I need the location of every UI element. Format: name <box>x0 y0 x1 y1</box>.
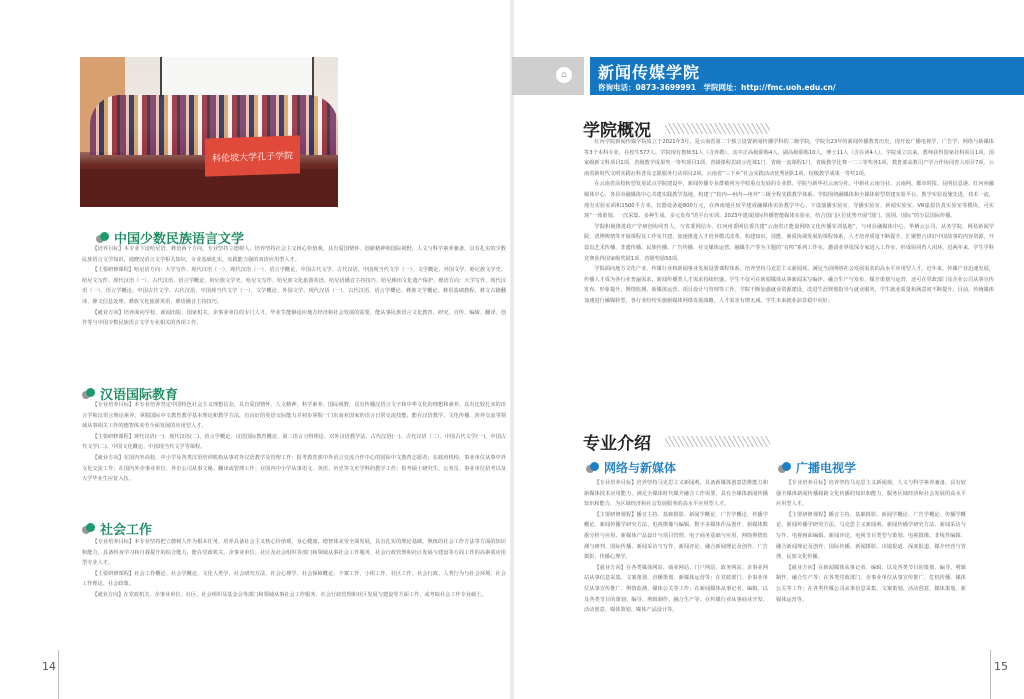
section-body-chinese-international-education <box>82 400 506 485</box>
college-logo-icon: ⌂ <box>556 67 572 83</box>
paragraph: 在云南省高校转型发展试点学院建设中，新闻传播专业群被列为学校重点发展的专业群。学院与新华社云南分社、中新社云南分社、云南网、都市时报、昆明信息港、红河州融媒体中心、各县市融媒体中心共建实践教学基地，构建了“校内—州内—州外”三级全程实践教学体系。学院围绕融媒体和全媒体转型搭建实验平台，教学实验设施先进，技术一流，现有实验室面积1500平方米，仪器设备超800万元，在西南地区较早建成融媒体实验教学中心，下设演播实验室、导播实验室、新闻实验室、VR虚拟仿真实验室等模块，可实现“一体策划、一次采集、多种生成、多元发布”的平台实训。2023年建成国际传播智能媒体实验室，结合国门区位优势开展“国门、国别、国际”的分层国际传播。 <box>584 181 995 220</box>
major-title: 网络与新媒体 <box>604 461 677 475</box>
paragraph: 【就业方向】在新闻媒体从事记者、编辑，以及各类节目的策划、编导、剪辑制作、融合生产等；在各类党政部门、企事业单位从事宣传推广、危机传播、媒体公关等工作；在各类传媒公司从事信息采集、文案策划、活动创意、媒体策划、新媒体运营等。 <box>776 564 966 603</box>
bullet-dots-icon <box>586 462 598 474</box>
bullet-dots-icon <box>96 232 108 244</box>
page-number-right: 15 <box>994 660 1008 673</box>
section-heading-social-work <box>82 519 152 538</box>
section-title: 汉语国际教育 <box>100 388 179 403</box>
header-logo-block <box>512 57 584 95</box>
page-number-left: 14 <box>42 660 56 673</box>
overview-title: 学院概况 <box>583 121 651 141</box>
major-body-network-new-media <box>584 478 768 616</box>
paragraph: 【专业培养目标】培养坚持马克思主义新闻观，具备新媒体创意思维能力和新媒体技术应用能力，满足全媒体时代媒介融合工作需要，具有全媒体新闻传播知识和能力，为区域经济和社会发展服务的高水平应用型人才。 <box>584 480 768 508</box>
bullet-dots-icon <box>82 523 94 535</box>
paragraph: 【就业方向】在国内外高校、中小学及各类汉语培训机构从事对外汉语教学及管理工作；报考教育部中外语言交流合作中心的国际中文教育志愿者；在政府机构、事业单位从事中外文化交流工作；在国内外企事业单位、外企公司从事文秘、翻译或管理工作；在国内中小学从事语文、英语、历史等文史学科的教学工作；报考硕士研究生、公务员、事业单位招考以及大学毕业生应征入伍。 <box>82 454 506 483</box>
college-contact: 咨询电话：0873-3699991 学院网址：http://fmc.uoh.edu.cn/ <box>598 83 836 92</box>
photo-banner: 科伦坡大学孔子学院 <box>205 135 300 176</box>
majors-heading <box>583 429 770 454</box>
college-title: 新闻传媒学院 <box>598 63 701 82</box>
paragraph: 红河学院新闻传媒学院成立于2021年3月，是云南省第二个独立设置新闻传播学科的二级学院。学院有23年的新闻传播教育历史，现开设广播电视学、广告学、网络与新媒体等3个本科专业，在校生577人。学院现有教师31人（含外聘），其中正高级职称4人，副高级职称10人，博士11人（含在读4人）。学院成立以来，教师获得国家社科项目1项、国家级新文科项目1项、省级教学成果奖一等奖项目1项、省级课程思政示范课1门、省级一流课程1门、省级教学比赛一二三等奖各1项、教育部高教司产学合作协同育人项目7项、云南省新时代文明实践社科普及志愿服务行动项目2项、云南省“三下乡”社会实践活动优秀团队1项、校级教学成果一等奖1项。 <box>584 139 994 177</box>
bullet-dots-icon <box>82 388 94 400</box>
paragraph: 【就业方向】在党政机关、企事业单位、社区、社会组织及基金会等部门和领域从事社会工作服务、社会行政管理和社区发展与建设等方面工作，或考取社会工作专业硕士。 <box>92 591 487 598</box>
page-margin-line <box>990 650 991 699</box>
paragraph: 【主要研修课程】社会工作概论、社会学概论、文化人类学、社会研究方法、社会心理学、社会保障概论、个案工作、小组工作、社区工作、社会行政、人类行为与社会环境、社会工作理论、社会政策。 <box>82 570 506 588</box>
book-gutter <box>510 0 514 699</box>
paragraph: 【就业方向】培养面向学校、新闻出版、国家机关、企事业单位的专门人才。毕业生能够适应地方经济和社会发展的需要，能从事民族语言文化教育、研究、宣传、编辑、翻译、创作等与中国少数民族语言文学专业相关的各项工作。 <box>82 309 506 327</box>
photo-screen <box>160 57 314 97</box>
major-heading-broadcasting <box>778 459 856 476</box>
paragraph: 【主要研修课程】播音主持、基础摄影、新闻学概论、广告学概论、传播学概论、新闻传播学研究方法、马克思主义新闻观、新闻传播学研究方法、新闻采访与写作、电视画面编辑、新闻评论、电视节目类型与策划、电视摄像、非线性编辑、融合新闻理论及创作、国际传播、新闻摄影、出镜报道、深度报道、媒介经营与管理、民族文化传播。 <box>776 511 966 561</box>
paragraph: 学院积极推进政产学研创协同育人，与省委网信办、红河州委网信委共建“云南省正能量网络文化传播实训基地”，与州县融媒体中心、华栖云公司、从务学院、网易新闻学院、清博舆情等开展课程及工作室共建，加速推进人才培养模式改革，构建知识、技能、素质协调发展的课程体系，人才培养质量不断提升。汇聚整合讲好中国故事的内容资源，开设以艺术传播、非遗传播、民族传播、广告传播、社交媒体运营、融媒生产等为主题的“有鸣”系列工作室，邀请业界资深专家进入工作室，形成协同育人闭环。近两年来，学生学科竞赛获得国家级奖励1项、省级奖励50项。 <box>584 223 995 262</box>
paragraph: 【培养目标】本专业下设哈尼语、彝语两个方向。专业坚持立德树人，培养坚持社会主义核心价值观，具有爱国情怀、创新精神和国际视野，人文与科学素养兼备，具有扎实的少数民族语言文学知识，通晓汉语言文学相关知识，专业基础扎实，实践能力强的双语应用型人才。 <box>82 246 506 263</box>
section-title: 中国少数民族语言文学 <box>114 232 245 247</box>
college-header <box>512 57 1024 95</box>
paragraph: 【专业培养目标】本专业坚持把立德树人作为根本任务，培养具备社会主义核心价值观，身心健康，德智体美劳全面发展，具有扎实的理论基础，熟练的社会工作方法等方面的知识和能力，具备终身学习和自我提升的综合能力，能在党政机关、企事业单位、社区及社会组织等部门和领域从事社会工作服务、社会行政管理和社区发展与建设等方面工作的高素质应用型专业人才。 <box>82 539 506 567</box>
paragraph: 学院面向地方文化产业、传媒行业和新闻事业发展设置课程体系，培养坚持马克思主义新闻观、满足当前网络社会发展需求的高水平应用型人才。近年来，传媒产业迅速发展，传播人才成为各行业普遍需求，新闻传播类人才需求持续旺盛。学生不仅可在新闻媒体从事新闻采写编评、融合生产与发布、媒介策划与运营，还可在党政部门及企业公司从事宣传发布、形象提升、舆情监测、新媒体运营、项目设计与管理等工作。学院不断加强就业资源建设，改进生涯规划指导与就业服务，学生就业质量和满意度不断提升。目前，传统媒体加速进行融媒转型，各行业纷纷实施新媒体网络发展战略，人才需求有增无减，学生未来就业前景稳中向好。 <box>584 266 994 304</box>
group-photo <box>80 57 338 207</box>
majors-title: 专业介绍 <box>583 434 651 454</box>
paragraph: 【主要研修课程】哈尼语方向：大学写作、现代汉语（一）、现代汉语（一）、语言学概论、中国古代文学、古代汉语、中国现当代文学（一）、文学概论、外国文学、哈尼族文学史、哈尼文写作、现代汉语（一）、古代汉语、语言学概论、哈尼族文学史、哈尼文写作、哈尼族文化旅游英语、哈尼语播音主持技巧、哈尼梯田文化遗产保护。彝语方向：大学写作、现代汉语（一）、语言学概论、中国古代文学、古代汉语、中国现当代文学（一）、文学概论、外国文学、现代汉语（一）、古代汉语、语言学概论、彝族文学概论、彝语基础教程、彝文古籍翻译、彝文信息处理、彝族文化旅游英语、彝语播音主持技巧。 <box>82 267 506 305</box>
section-body-social-work <box>82 537 506 601</box>
paragraph: 【专业培养目标】培养坚持马克思主义新闻观，人文与科学素养兼备，具有较强全媒体新闻传播和跨文化传播的知识和能力，服务区域经济和社会发展的高水平应用型人才。 <box>776 480 966 508</box>
section-title: 社会工作 <box>100 523 153 538</box>
overview-body <box>584 137 994 307</box>
decorative-hatch <box>665 436 770 447</box>
page-margin-line <box>58 650 59 699</box>
major-title: 广播电视学 <box>796 461 857 475</box>
section-body-minority-language <box>82 244 506 329</box>
paragraph: 【主要研修课程】播音主持、基础摄影、新闻学概论、广告学概论、传播学概论、新闻传播学研究方法、电视摄像与编辑、数字多媒体作品创作、新媒体数据分析与应用、新媒体产品设计与项目管理、电子商务基础与应用、网络舆情监测与研判、国际传播、新闻采访与写作、新闻评论、融合新闻理论及创作、广告摄影、传播心理学。 <box>584 511 768 561</box>
major-body-broadcasting <box>776 478 966 605</box>
major-heading-network-new-media <box>586 459 676 476</box>
bullet-dots-icon <box>778 462 790 474</box>
header-title-bar <box>590 57 1024 95</box>
paragraph: 【就业方向】在各类媒体网站、商业网站、门户网站、政务网站、企事业网站从事信息采集、文案策划、直播策划、新媒体运营等；在党政部门、企事业单位从事宣传推广、舆情监测、媒体公关等工作；在新闻媒体从事记者、编辑，以及各类节目的策划、编导、剪辑制作、融合生产等；在传媒行业从事商业开发、活动创意、媒体策划、媒体产品设计等。 <box>584 564 768 614</box>
decorative-hatch <box>665 123 770 134</box>
paragraph: 【专业培养目标】本专业培养坚定中国特色社会主义理想信念，具有爱国情怀、人文精神、科学素养、国际视野，具有传播汉语言文字和中华文化的理想和素养，具有比较扎实的语言学和汉语言理论素养，掌握国际中文教育教学基本理论和教学方法，有良好的英语交际能力并初步掌握一门东南亚国家的语言日常交流技能，能在汉语教学、文化传播、涉外交流等领域从事相关工作的德智体美劳全面发展的应用型人才。 <box>82 402 506 430</box>
paragraph: 【主要研修课程】现代汉语(一)、现代汉语(二)、语言学概论、汉语国际教育概论、第二语言习得理论、对外汉语教学法、古代汉语(一)、古代汉语（二）、中国古代文学(一)、中国古代文学(二)、中国文化概论、中国现当代文学等课程。 <box>82 433 506 451</box>
